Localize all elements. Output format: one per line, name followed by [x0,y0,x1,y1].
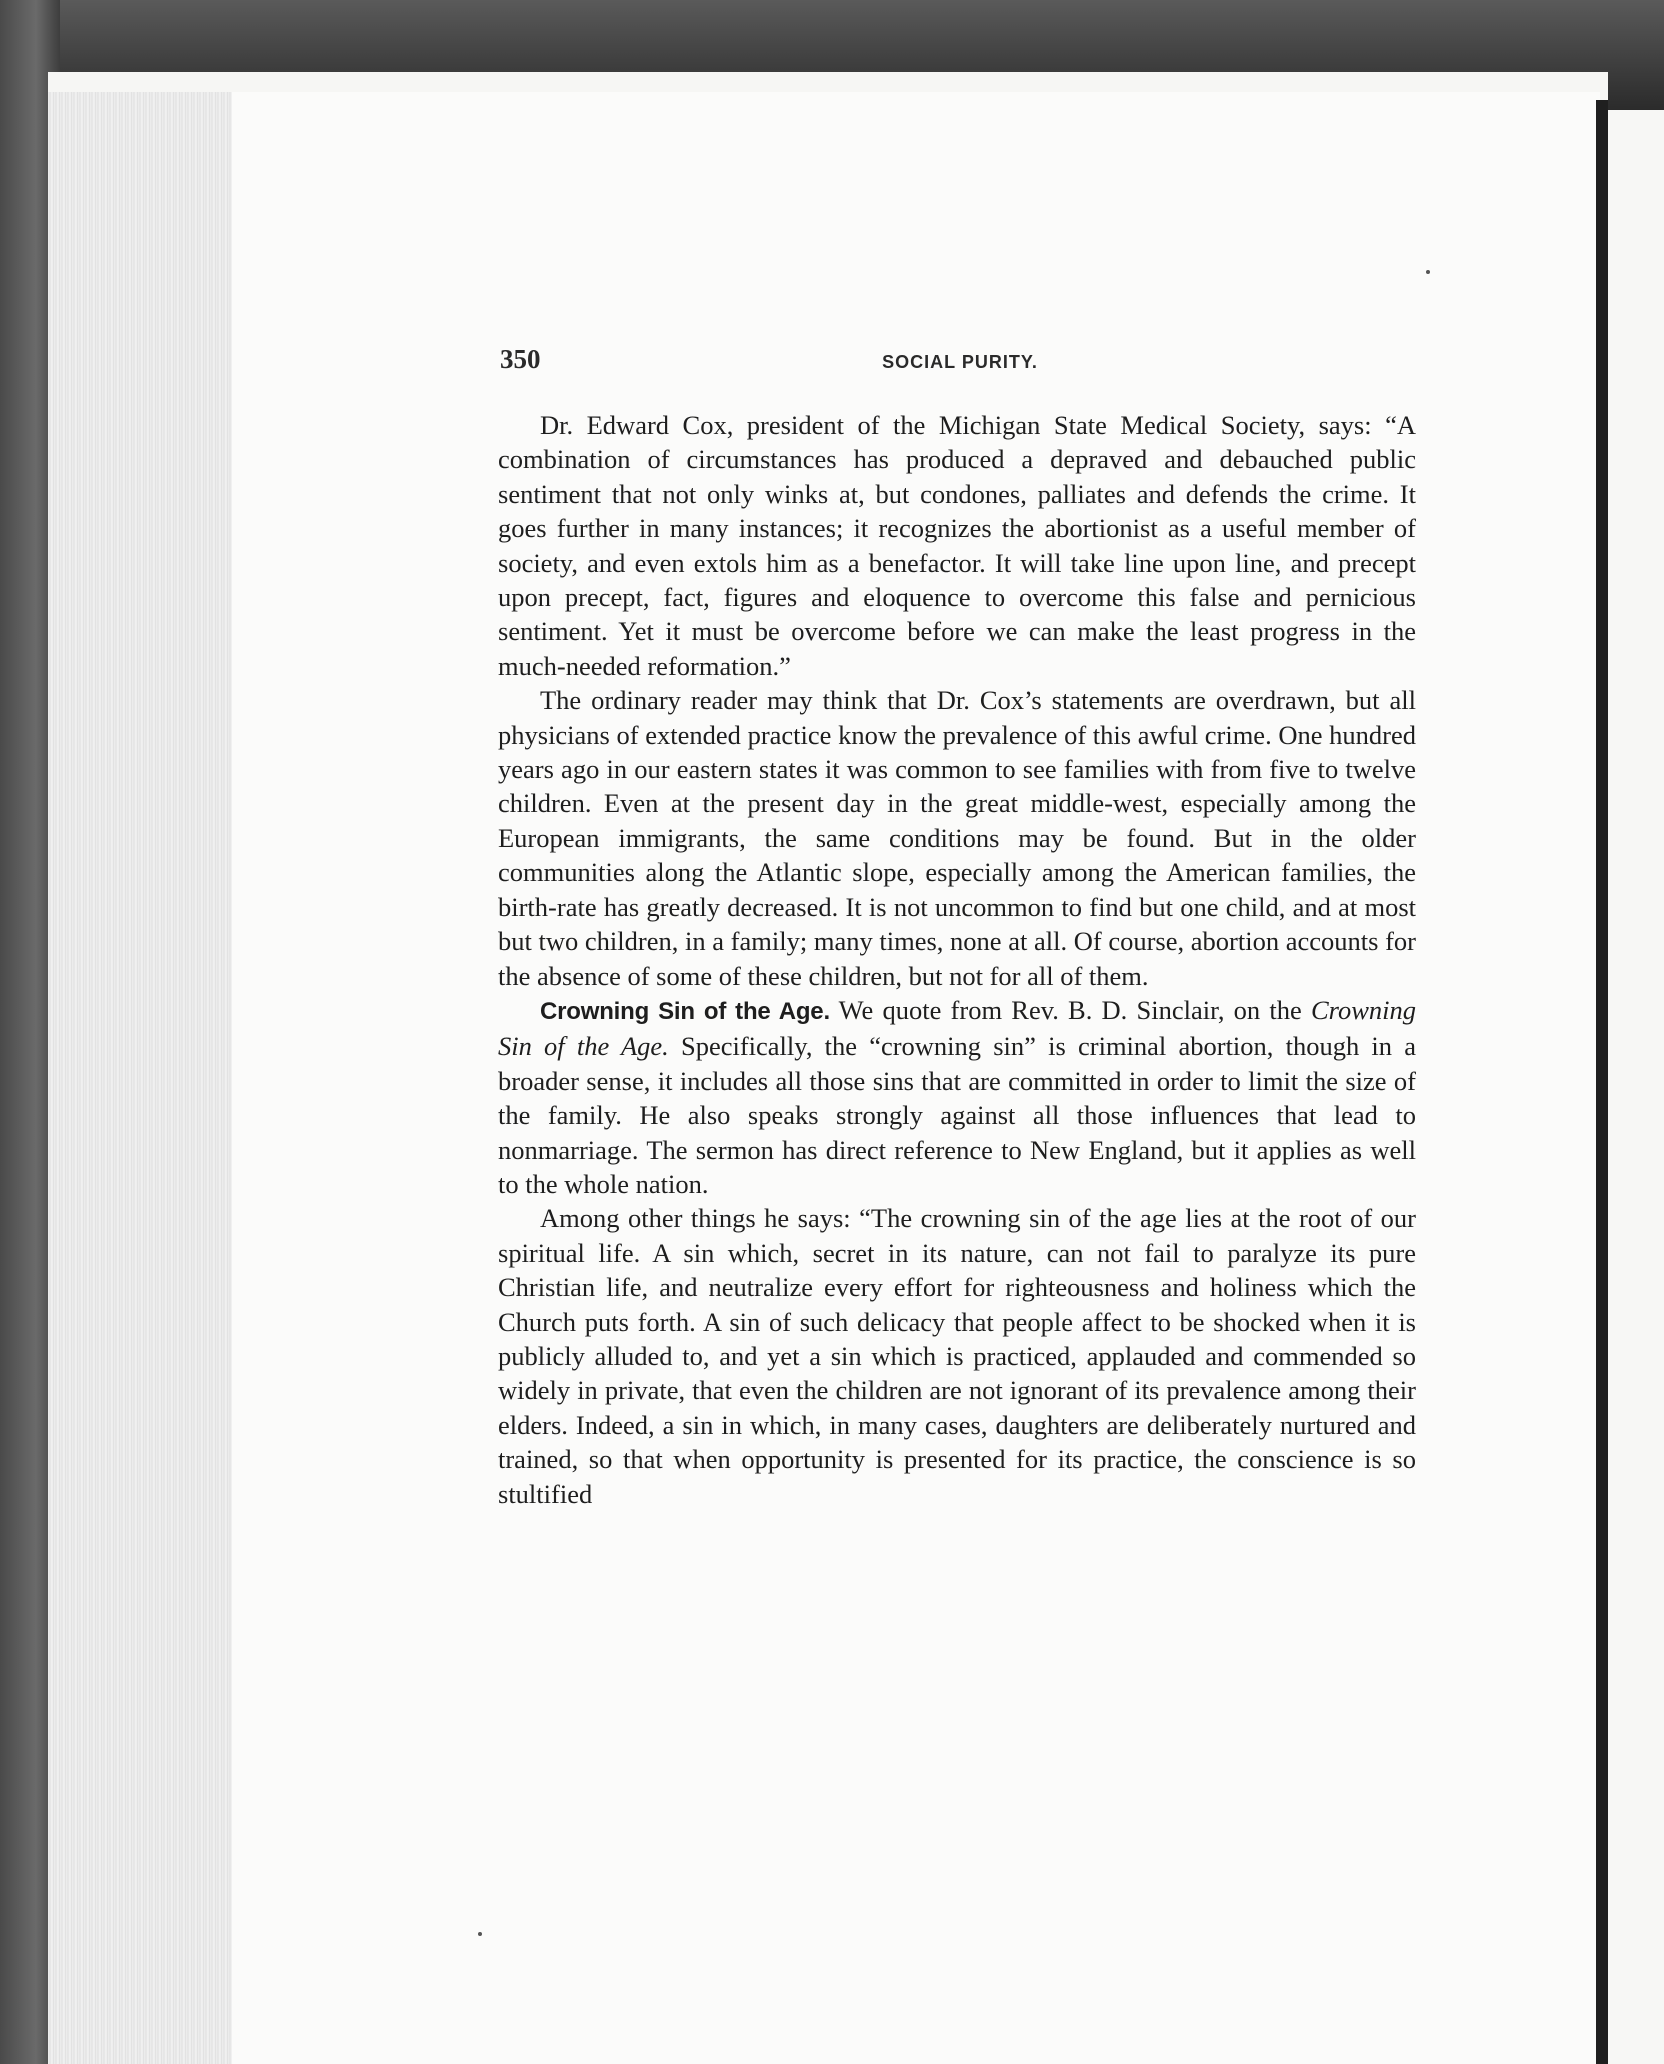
paragraph-prevalence: The ordinary reader may think that Dr. Cox’s statements are overdrawn, but all physicians of extended practice know the prevalence of this awful crime. One hundred years ago in our eastern states it was common to see families with from five to twelve children. Even at the present day in the great middle-west, especially among the European immigrants, the same conditions may be found. But in the older communities along the Atlantic slope, especially among the American families, the birth-rate has greatly decreased. It is not uncommon to find but one child, and at most but two children, in a family; many times, none at all. Of course, abortion accounts for the absence of some of these children, but not for all of them. [498,685,1416,991]
facing-page-edge [1608,110,1664,2064]
paper-speck [478,1932,482,1936]
paragraph-cox-quote: Dr. Edward Cox, president of the Michigan State Medical Society, says: “A combination of circumstances has produced a depraved and debauched public sentiment that not only winks at, but condones, palliates and defends the crime. It goes further in many instances; it recognizes the abortionist as a useful member of society, and even extols him as a benefactor. It will take line upon line, and precept upon precept, fact, figures and eloquence to overcome this false and pernicious sentiment. Yet it must be overcome before we can make the least progress in the much-needed reformation.” [498,410,1416,681]
running-head [500,344,1420,384]
running-title: SOCIAL PURITY. [882,352,1038,372]
paragraph-crowning-sin [498,993,1416,1201]
paper-speck [1426,270,1430,274]
text-column [498,408,1416,1511]
book-gutter [1596,100,1608,2064]
sermon-title: Crowning Sin of the Age. [498,994,1416,1062]
paragraph-text: Specifically, the “crowning sin” is criminal abortion, though in a broader sense, it includes all those sins that are committed in order to limit the size of the family. He also speaks strongly against all those influences that lead to nonmarriage. The sermon has direct reference to New England, but it applies as well to the whole nation. [498,1031,1416,1199]
paragraph-sinclair-quote: Among other things he says: “The crowning sin of the age lies at the root of our spiritual life. A sin which, secret in its nature, can not fail to paralyze its pure Christian life, and neutralize every effort for righteousness and holiness which the Church puts forth. A sin of such delicacy that people affect to be shocked when it is publicly alluded to, and yet a sin which is practiced, applauded and commended so widely in private, that even the children are not ignorant of its prevalence among their elders. Indeed, a sin in which, in many cases, daughters are deliberately nurtured and trained, so that when opportunity is presented for its practice, the conscience is so stultified [498,1203,1416,1509]
page-number: 350 [500,344,541,374]
page-edges [48,92,238,2064]
section-heading: Crowning Sin of the Age. [540,997,830,1025]
paragraph-text: We quote from Rev. B. D. Sinclair, on the [829,994,1311,1025]
